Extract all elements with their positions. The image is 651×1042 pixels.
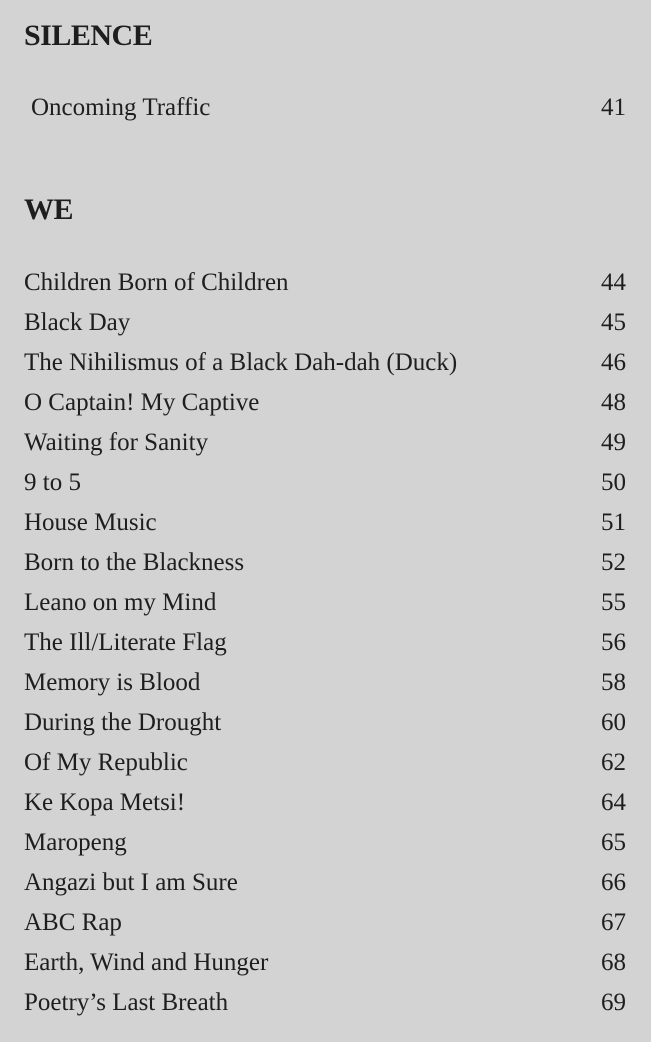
entry-page-number: 64 <box>601 789 626 816</box>
entry-page-number: 52 <box>601 549 626 576</box>
toc-entry <box>0 783 651 823</box>
entry-title: Maropeng <box>24 829 127 856</box>
toc-list-silence <box>0 88 651 128</box>
toc-entry <box>0 863 651 903</box>
entry-page-number: 45 <box>601 309 626 336</box>
entry-title: Poetry’s Last Breath <box>24 989 229 1016</box>
entry-title: Ke Kopa Metsi! <box>24 789 186 816</box>
toc-entry <box>0 303 651 343</box>
entry-title: Of My Republic <box>24 749 188 776</box>
toc-list-we <box>0 263 651 1023</box>
toc-entry <box>0 583 651 623</box>
entry-title: ABC Rap <box>24 909 122 936</box>
entry-page-number: 68 <box>601 949 626 976</box>
entry-title: The Ill/Literate Flag <box>24 629 227 656</box>
section-heading-we: WE <box>24 193 74 226</box>
toc-entry <box>0 503 651 543</box>
entry-title: Born to the Blackness <box>24 549 245 576</box>
entry-title: Earth, Wind and Hunger <box>24 949 269 976</box>
entry-page-number: 69 <box>601 989 626 1016</box>
entry-page-number: 62 <box>601 749 626 776</box>
entry-title: Angazi but I am Sure <box>24 869 238 896</box>
entry-page-number: 49 <box>601 429 626 456</box>
entry-page-number: 60 <box>601 709 626 736</box>
toc-entry <box>0 983 651 1023</box>
entry-page-number: 66 <box>601 869 626 896</box>
toc-entry <box>0 543 651 583</box>
entry-title: The Nihilismus of a Black Dah-dah (Duck) <box>24 349 458 376</box>
entry-page-number: 67 <box>601 909 626 936</box>
entry-page-number: 65 <box>601 829 626 856</box>
entry-page-number: 41 <box>601 94 626 121</box>
entry-page-number: 51 <box>601 509 626 536</box>
toc-entry <box>0 743 651 783</box>
entry-title: During the Drought <box>24 709 222 736</box>
toc-entry <box>0 423 651 463</box>
toc-entry <box>0 623 651 663</box>
entry-page-number: 58 <box>601 669 626 696</box>
entry-title: Leano on my Mind <box>24 589 217 616</box>
toc-entry <box>0 903 651 943</box>
entry-page-number: 56 <box>601 629 626 656</box>
entry-page-number: 46 <box>601 349 626 376</box>
entry-title: House Music <box>24 509 157 536</box>
entry-title: O Captain! My Captive <box>24 389 260 416</box>
entry-title: Waiting for Sanity <box>24 429 209 456</box>
entry-title: Children Born of Children <box>24 269 289 296</box>
toc-entry <box>0 343 651 383</box>
entry-page-number: 48 <box>601 389 626 416</box>
entry-title: Oncoming Traffic <box>31 94 211 121</box>
entry-page-number: 55 <box>601 589 626 616</box>
entry-title: 9 to 5 <box>24 469 81 496</box>
entry-page-number: 44 <box>601 269 626 296</box>
toc-entry <box>0 823 651 863</box>
toc-entry <box>0 703 651 743</box>
toc-entry <box>0 463 651 503</box>
section-heading-silence: SILENCE <box>24 19 153 52</box>
toc-entry <box>0 663 651 703</box>
entry-title: Memory is Blood <box>24 669 201 696</box>
entry-title: Black Day <box>24 309 131 336</box>
toc-entry <box>0 263 651 303</box>
entry-page-number: 50 <box>601 469 626 496</box>
toc-entry <box>0 88 651 128</box>
toc-entry <box>0 383 651 423</box>
toc-entry <box>0 943 651 983</box>
